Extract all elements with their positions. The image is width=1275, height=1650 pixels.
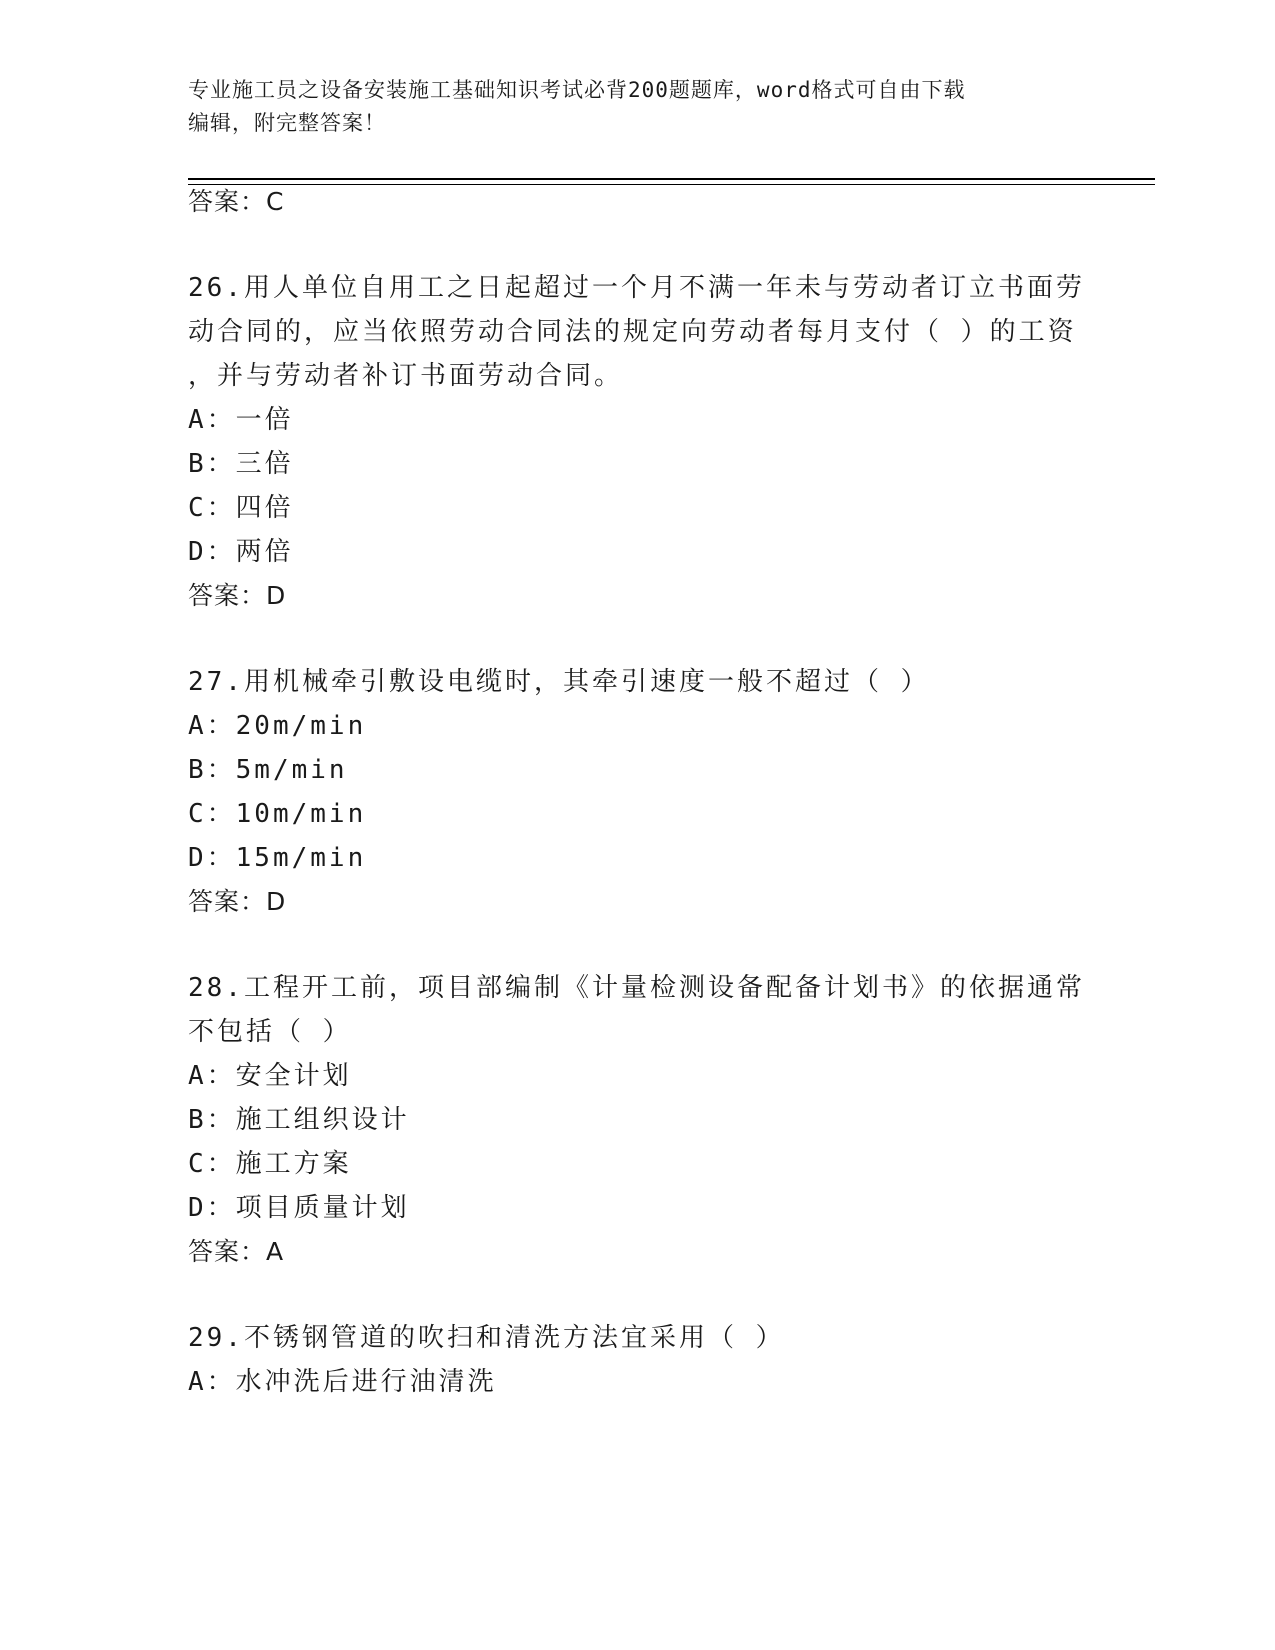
prev-answer: 答案：C [188,187,285,216]
q27-option-d: D：15m/min [188,843,367,873]
q26-option-d: D：两倍 [188,537,294,567]
q26-text-line-2: 动合同的，应当依照劳动合同法的规定向劳动者每月支付（ ）的工资 [188,317,1077,347]
q26-option-a: A：一倍 [188,405,294,435]
q28-option-a: A：安全计划 [188,1061,352,1091]
header-line-1: 专业施工员之设备安装施工基础知识考试必背200题题库，word格式可自由下载 [188,78,966,102]
q28-text-line-1: 28.工程开工前，项目部编制《计量检测设备配备计划书》的依据通常 [188,973,1085,1003]
q27-answer: 答案：D [188,887,287,916]
q26-text-line-3: ，并与劳动者补订书面劳动合同。 [188,361,624,391]
q26-text-line-1: 26.用人单位自用工之日起超过一个月不满一年未与劳动者订立书面劳 [188,273,1085,303]
q28-option-c: C：施工方案 [188,1149,352,1179]
q28-text-line-2: 不包括（ ） [188,1017,352,1047]
q26-option-b: B：三倍 [188,449,294,479]
q26-option-c: C：四倍 [188,493,294,523]
q27-text-line-1: 27.用机械牵引敷设电缆时，其牵引速度一般不超过（ ） [188,667,930,697]
q29-option-a: A：水冲洗后进行油清洗 [188,1367,497,1397]
q27-option-a: A：20m/min [188,711,367,741]
q27-option-c: C：10m/min [188,799,367,829]
q27-option-b: B：5m/min [188,755,348,785]
q28-option-b: B：施工组织设计 [188,1105,410,1135]
q28-answer: 答案：A [188,1237,285,1266]
header-line-2: 编辑，附完整答案！ [188,111,386,135]
header-divider-thin [188,184,1155,185]
header-divider-thick [188,178,1155,180]
q26-answer: 答案：D [188,581,287,610]
document-header [188,74,1068,140]
q28-option-d: D：项目质量计划 [188,1193,410,1223]
q29-text-line-1: 29.不锈钢管道的吹扫和清洗方法宜采用（ ） [188,1323,785,1353]
